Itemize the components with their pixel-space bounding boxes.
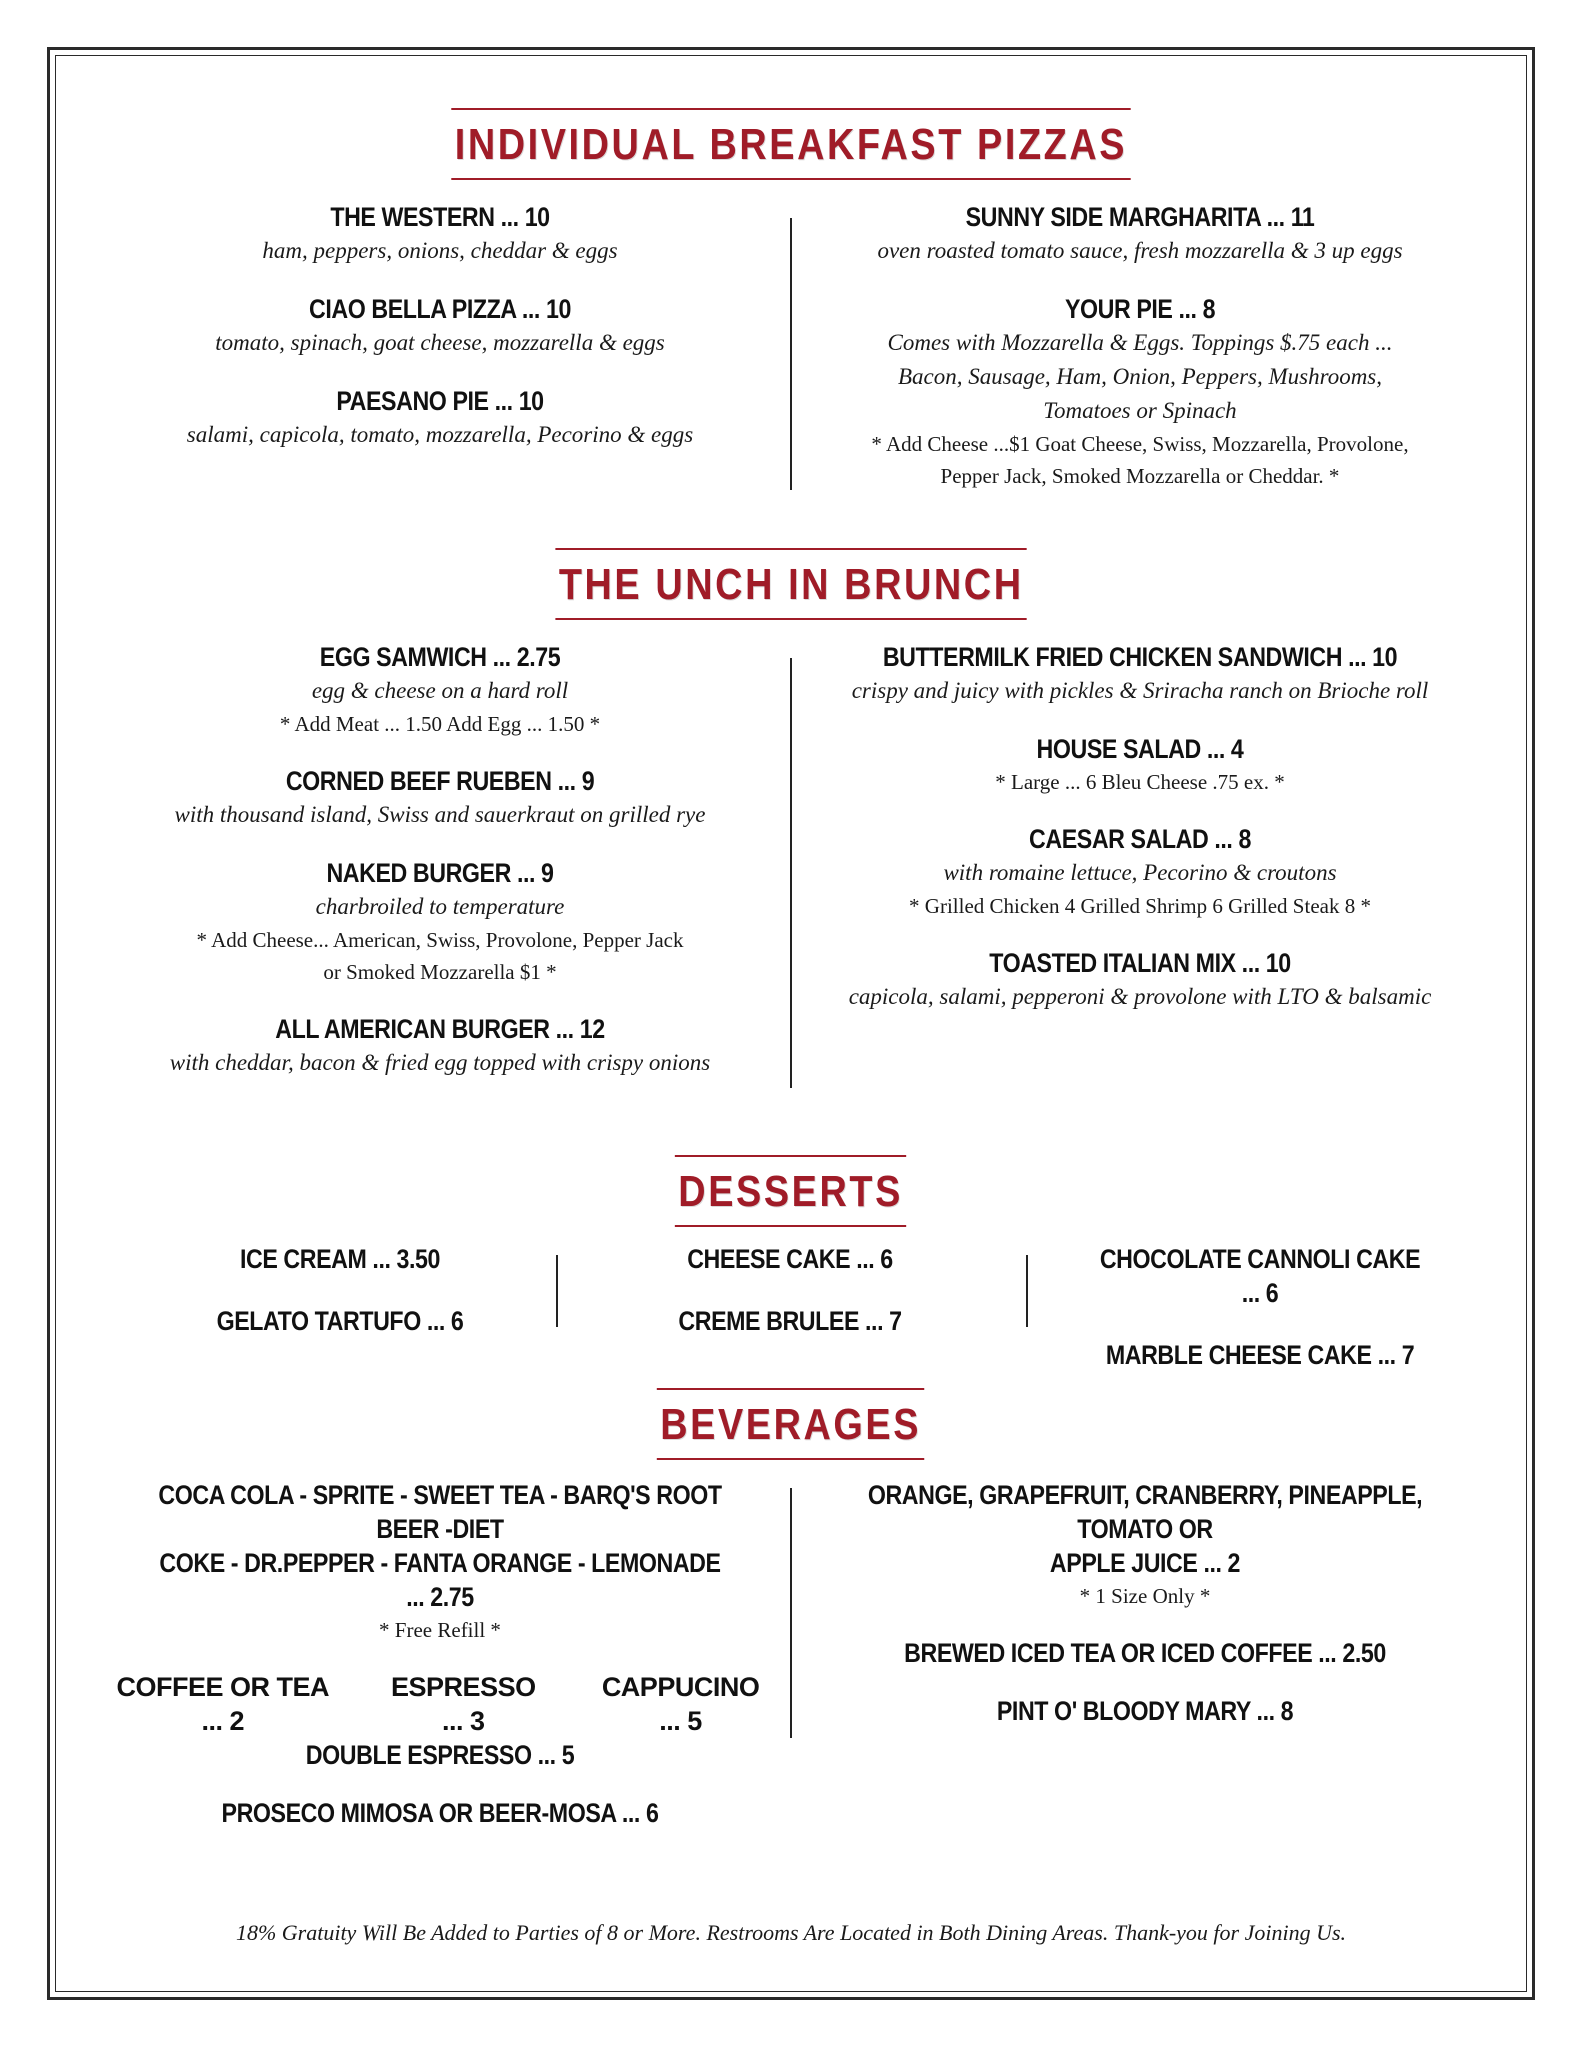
item-description: with cheddar, bacon & fried egg topped with crispy onions xyxy=(169,1050,711,1075)
item-name: THE WESTERN ... 10 xyxy=(330,202,550,232)
footer-note: 18% Gratuity Will Be Added to Parties of 8 or More. Restrooms Are Located in Both Dining Areas. Thank-you for Joining Us. xyxy=(235,1920,1347,1945)
item-name: SUNNY SIDE MARGHARITA ... 11 xyxy=(965,202,1315,232)
menu-item xyxy=(130,384,750,452)
item-description: with thousand island, Swiss and sauerkraut on grilled rye xyxy=(174,802,706,827)
dessert-item: CHEESE CAKE ... 6 xyxy=(687,1244,893,1274)
item-name: ORANGE, GRAPEFRUIT, CRANBERRY, PINEAPPLE, TOMATO OR xyxy=(867,1480,1423,1544)
item-note: * 1 Size Only * xyxy=(1079,1584,1211,1608)
beverages-right-column xyxy=(815,1478,1475,1752)
menu-item xyxy=(815,1478,1475,1612)
item-name: CAESAR SALAD ... 8 xyxy=(1029,824,1251,854)
menu-item xyxy=(130,640,750,740)
item-name: COKE - DR.PEPPER - FANTA ORANGE - LEMONADE ... 2.75 xyxy=(159,1548,721,1612)
menu-item xyxy=(130,200,750,268)
item-description: salami, capicola, tomato, mozzarella, Pecorino & eggs xyxy=(186,422,694,447)
menu-item xyxy=(130,764,750,832)
item-description: capicola, salami, pepperoni & provolone with LTO & balsamic xyxy=(848,984,1432,1009)
item-name: PAESANO PIE ... 10 xyxy=(336,386,544,416)
menu-item xyxy=(110,1670,770,1772)
column-divider xyxy=(790,218,792,490)
menu-item xyxy=(815,1636,1475,1670)
item-description: charbroiled to temperature xyxy=(315,894,565,919)
desserts-column-3 xyxy=(1060,1242,1460,1372)
item-description: crispy and juicy with pickles & Sriracha ranch on Brioche roll xyxy=(851,678,1429,703)
menu-item xyxy=(830,292,1450,492)
item-description: tomato, spinach, goat cheese, mozzarella & eggs xyxy=(215,330,665,355)
menu-item xyxy=(130,292,750,360)
item-name: TOASTED ITALIAN MIX ... 10 xyxy=(989,948,1291,978)
dessert-item: CREME BRULEE ... 7 xyxy=(678,1306,902,1336)
item-name: YOUR PIE ... 8 xyxy=(1064,294,1216,324)
column-divider xyxy=(790,658,792,1088)
section-title-desserts: DESSERTS xyxy=(0,1155,1582,1227)
coffee-row xyxy=(110,1670,770,1738)
item-name: ALL AMERICAN BURGER ... 12 xyxy=(275,1014,605,1044)
item-note: * Free Refill * xyxy=(379,1618,501,1642)
item-name: CORNED BEEF RUEBEN ... 9 xyxy=(285,766,595,796)
dessert-item: GELATO TARTUFO ... 6 xyxy=(216,1306,464,1336)
item-description: with romaine lettuce, Pecorino & croutons xyxy=(943,860,1337,885)
brunch-left-column xyxy=(130,640,750,1104)
column-divider xyxy=(556,1255,558,1327)
menu-item xyxy=(830,946,1450,1014)
menu-item xyxy=(130,1012,750,1080)
dessert-item: CHOCOLATE CANNOLI CAKE ... 6 xyxy=(1099,1244,1421,1308)
item-note: * Grilled Chicken 4 Grilled Shrimp 6 Grilled Steak 8 * xyxy=(909,894,1371,918)
brunch-right-column xyxy=(830,640,1450,1038)
menu-item xyxy=(830,822,1450,922)
item-note: * Add Cheese... American, Swiss, Provolone, Pepper Jack or Smoked Mozzarella $1 * xyxy=(196,928,684,984)
item-name: BUTTERMILK FRIED CHICKEN SANDWICH ... 10 xyxy=(882,642,1398,672)
menu-item xyxy=(830,200,1450,268)
item-description: ham, peppers, onions, cheddar & eggs xyxy=(262,238,618,263)
menu-item xyxy=(815,1694,1475,1728)
item-name: NAKED BURGER ... 9 xyxy=(326,858,554,888)
column-divider xyxy=(1026,1255,1028,1327)
item-name: PROSECO MIMOSA OR BEER-MOSA ... 6 xyxy=(221,1798,659,1828)
item-name: DOUBLE ESPRESSO ... 5 xyxy=(305,1740,575,1770)
beverages-left-column xyxy=(110,1478,770,1854)
column-divider xyxy=(790,1488,792,1738)
menu-item xyxy=(830,640,1450,708)
item-name: COCA COLA - SPRITE - SWEET TEA - BARQ'S ROOT BEER -DIET xyxy=(158,1480,722,1544)
section-title-brunch: THE UNCH IN BRUNCH xyxy=(0,548,1582,620)
section-title-breakfast: INDIVIDUAL BREAKFAST PIZZAS xyxy=(0,108,1582,180)
dessert-item: MARBLE CHEESE CAKE ... 7 xyxy=(1105,1340,1415,1370)
breakfast-right-column xyxy=(830,200,1450,516)
desserts-column-2 xyxy=(600,1242,980,1338)
item-name: HOUSE SALAD ... 4 xyxy=(1036,734,1244,764)
item-name: ESPRESSO ... 3 xyxy=(391,1672,536,1736)
menu-item xyxy=(830,732,1450,798)
item-name: CAPPUCINO ... 5 xyxy=(601,1672,760,1736)
item-name: APPLE JUICE ... 2 xyxy=(1049,1548,1241,1578)
menu-item xyxy=(130,856,750,988)
item-name: COFFEE OR TEA ... 2 xyxy=(116,1672,329,1736)
item-name: CIAO BELLA PIZZA ... 10 xyxy=(309,294,571,324)
item-description: Comes with Mozzarella & Eggs. Toppings $.75 each ... Bacon, Sausage, Ham, Onion, Peppers, Mushrooms, Tomatoes or Spinach xyxy=(887,330,1393,423)
item-description: oven roasted tomato sauce, fresh mozzarella & 3 up eggs xyxy=(877,238,1403,263)
item-name: BREWED ICED TEA OR ICED COFFEE ... 2.50 xyxy=(904,1638,1386,1668)
item-name: PINT O' BLOODY MARY ... 8 xyxy=(996,1696,1294,1726)
item-note: * Large ... 6 Bleu Cheese .75 ex. * xyxy=(995,770,1285,794)
item-name: EGG SAMWICH ... 2.75 xyxy=(319,642,561,672)
breakfast-left-column xyxy=(130,200,750,476)
menu-item xyxy=(110,1796,770,1830)
section-title-beverages: BEVERAGES xyxy=(0,1388,1582,1460)
dessert-item: ICE CREAM ... 3.50 xyxy=(239,1244,441,1274)
item-note: * Add Cheese ...$1 Goat Cheese, Swiss, Mozzarella, Provolone, Pepper Jack, Smoked Mozzarella or Cheddar. * xyxy=(871,432,1409,488)
desserts-column-1 xyxy=(150,1242,530,1338)
item-note: * Add Meat ... 1.50 Add Egg ... 1.50 * xyxy=(279,712,601,736)
menu-item xyxy=(110,1478,770,1646)
item-description: egg & cheese on a hard roll xyxy=(311,678,569,703)
